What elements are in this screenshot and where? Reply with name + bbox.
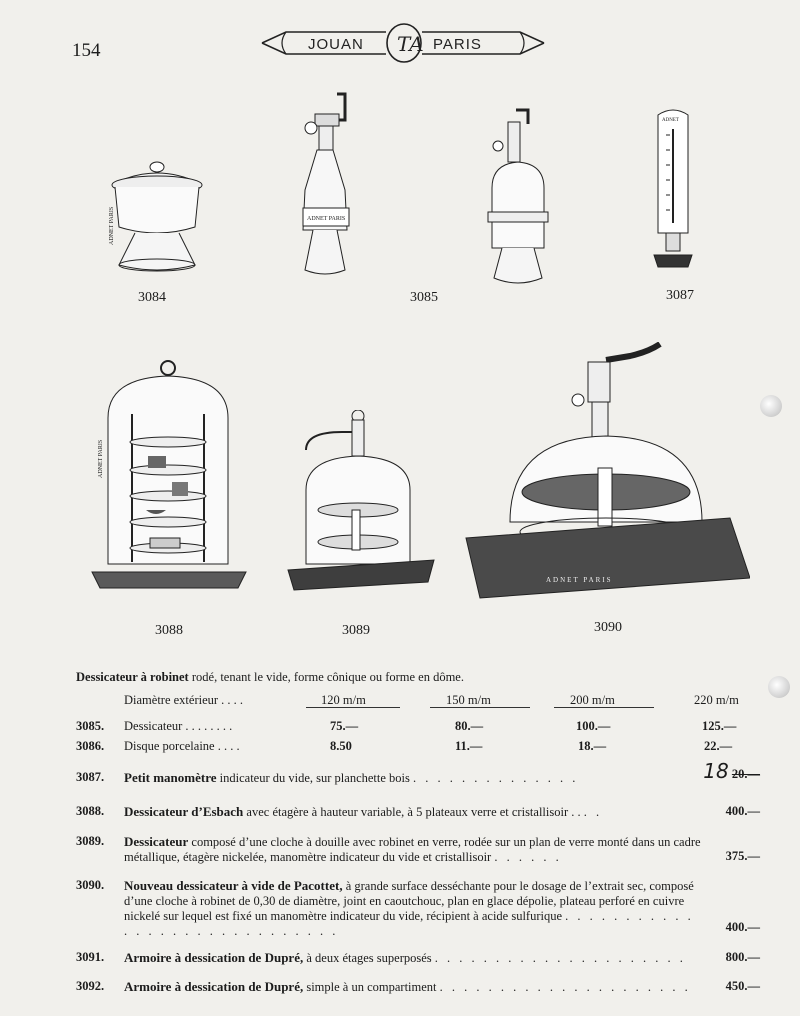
- item-title: Nouveau dessicateur à vide de Pacottet,: [124, 878, 343, 893]
- masthead-right-word: PARIS: [433, 36, 482, 53]
- catalog-item-3089: [76, 834, 760, 868]
- item-price: 400.—: [725, 804, 760, 818]
- size-value-3: 200: [570, 693, 589, 707]
- figure-label-3084: 3084: [138, 290, 166, 305]
- figure-label-3087: 3087: [666, 288, 694, 303]
- manometer-3087-illustration: [648, 105, 698, 275]
- item-description: à deux étages superposés: [303, 951, 432, 965]
- price-220: 125.—: [702, 719, 737, 733]
- leader-dots: . . . . . .: [494, 850, 562, 864]
- item-title: Dessicateur d’Esbach: [124, 804, 244, 819]
- figure-label-3090: 3090: [594, 620, 622, 635]
- item-description: composé d’une cloche à douille avec robinet en verre, rodée sur un plan de verre monté dans un cadre métallique, étagère nickelée, manomètre indicateur du vide et cristallisoir: [124, 835, 701, 864]
- item-price: 400.—: [725, 920, 760, 934]
- item-price: 800.—: [725, 950, 760, 964]
- size-header-row: [76, 693, 776, 709]
- catalog-item-3091: [76, 950, 760, 968]
- masthead-logo: [258, 22, 548, 64]
- dessicator-3085-illustration: [275, 90, 375, 280]
- price-220: 22.—: [704, 739, 733, 753]
- item-title: Armoire à dessication de Dupré,: [124, 950, 304, 965]
- row-label: Dessicateur . . . . . . . .: [124, 719, 233, 733]
- item-price: 450.—: [725, 979, 760, 993]
- engraving-3085: ADNET PARIS: [307, 216, 346, 222]
- price-row-3086: [76, 739, 776, 755]
- row-label: Disque porcelaine . . . .: [124, 739, 240, 753]
- catalog-item-3088: [76, 804, 760, 822]
- item-description: avec étagère à hauteur variable, à 5 plateaux verre et cristallisoir . .: [243, 805, 581, 819]
- item-number: 3087.: [76, 770, 105, 784]
- item-title: Armoire à dessication de Dupré,: [124, 979, 304, 994]
- dessicator-3088-illustration: [88, 358, 250, 598]
- item-title: Petit manomètre: [124, 770, 217, 785]
- size-value-1: 120: [321, 693, 340, 707]
- dessicator-3090-illustration: [460, 342, 750, 604]
- figure-label-3085: 3085: [410, 290, 438, 305]
- item-description: indicateur du vide, sur planchette bois: [216, 771, 410, 785]
- engraving-3087: ADNET: [662, 118, 679, 123]
- intro-title: Dessicateur à robinet: [76, 670, 189, 684]
- size-unit-3: m/m: [591, 693, 615, 707]
- page-number: 154: [72, 40, 101, 61]
- dome-dessicator-illustration: [478, 108, 558, 288]
- dessicator-3084-illustration: [105, 155, 220, 275]
- catalog-item-3087: [76, 759, 760, 790]
- item-description: à grande surface desséchante pour le dosage de l’extrait sec, composé d’une cloche à robinet de 0,30 de diamètre, joint en caoutchouc, plan en glace dépolie, plateau perforé en cuivre nickelé sur lequel est fixé un manomètre indicateur du vide, récipient à acide sulfurique: [124, 879, 694, 923]
- leader-dots: . . . . . . . . . . . . . .: [413, 771, 579, 785]
- price-150: 80.—: [455, 719, 484, 733]
- engraving-3090: ADNET PARIS: [546, 576, 613, 584]
- price-120: 75.—: [330, 719, 359, 733]
- leader-dots: . . . . . . . . . . . . . . . . . . . . .: [434, 951, 686, 965]
- row-number: 3086.: [76, 739, 105, 753]
- leader-dots: . . . . . . . . . . . . . . . . . . . . .: [439, 980, 691, 994]
- item-title: Dessicateur: [124, 834, 189, 849]
- size-unit-1: m/m: [342, 693, 366, 707]
- price-200: 100.—: [576, 719, 611, 733]
- engraving-3088: ADNET PARIS: [98, 439, 104, 478]
- item-description: simple à un compartiment: [303, 980, 437, 994]
- engraving-3084: ADNET PARIS: [109, 206, 115, 245]
- price-150: 11.—: [455, 739, 483, 753]
- size-value-4: 220: [694, 693, 713, 707]
- figure-label-3089: 3089: [342, 623, 370, 638]
- figure-label-3088: 3088: [155, 623, 183, 638]
- leader-dots: . .: [583, 805, 603, 819]
- catalog-item-3090: [76, 878, 760, 940]
- item-number: 3089.: [76, 834, 105, 848]
- masthead-left-word: JOUAN: [308, 36, 364, 53]
- intro-text: rodé, tenant le vide, forme cônique ou forme en dôme.: [188, 670, 464, 684]
- leader-dots: . . . . . . . . . . . . . . . . . . . . . . . . . . . . .: [124, 909, 694, 938]
- dessicator-3089-illustration: [286, 410, 436, 595]
- item-number: 3088.: [76, 804, 105, 818]
- price-120: 8.50: [330, 739, 352, 753]
- item-price: 375.—: [725, 849, 760, 863]
- struck-price: 20.—: [731, 767, 760, 781]
- price-row-3085: [76, 719, 776, 735]
- punch-hole: [760, 395, 782, 417]
- item-number: 3092.: [76, 979, 105, 993]
- item-number: 3090.: [76, 878, 105, 892]
- size-unit-4: m/m: [715, 693, 739, 707]
- section-intro: [76, 670, 776, 685]
- price-200: 18.—: [578, 739, 607, 753]
- size-value-2: 150: [446, 693, 465, 707]
- item-number: 3091.: [76, 950, 105, 964]
- masthead-monogram: TA: [397, 32, 424, 56]
- size-unit-2: m/m: [467, 693, 491, 707]
- catalog-item-3092: [76, 979, 760, 997]
- row-number: 3085.: [76, 719, 105, 733]
- handwritten-price: 18: [703, 759, 729, 783]
- size-label: Diamètre extérieur . . . .: [124, 693, 244, 707]
